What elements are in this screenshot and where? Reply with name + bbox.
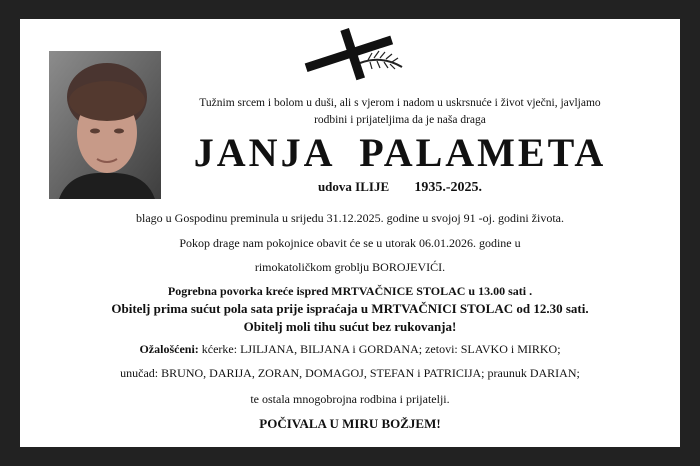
obituary-notice <box>20 19 680 447</box>
intro-line-2: rodbini i prijateljima da je naša draga <box>314 114 486 126</box>
grandchildren-text: unučad: BRUNO, DARIJA, ZORAN, DOMAGOJ, STEFAN i PATRICIJA; praunuk DARIAN; <box>120 366 580 380</box>
portrait-photo <box>49 51 161 199</box>
cross-with-palm-icon <box>290 27 410 81</box>
mourners-list: kćerke: LJILJANA, BILJANA i GORDANA; zetovi: SLAVKO i MIRKO; <box>198 342 561 356</box>
mourners-label: Ožalošćeni: <box>139 342 199 356</box>
condolences-text: Obitelj prima sućut pola sata prije ispraćaja u MRTVAČNICI STOLAC od 12.30 sati. <box>111 301 589 316</box>
rest-in-peace-text: POČIVALA U MIRU BOŽJEM! <box>259 416 441 431</box>
intro-text <box>170 95 630 129</box>
deceased-name: JANJA PALAMETA <box>193 130 607 175</box>
portrait-image <box>49 51 161 199</box>
funeral-text-1: Pokop drage nam pokojnice obavit će se u utorak 06.01.2026. godine u <box>179 236 521 250</box>
procession-text: Pogrebna povorka kreće ispred MRTVAČNICE STOLAC u 13.00 sati . <box>167 284 533 298</box>
intro-line-1: Tužnim srcem i bolom u duši, ali s vjerom i nadom u uskrsnuće i život vječni, javljamo <box>199 97 601 109</box>
mourners-text <box>20 342 680 357</box>
no-handshake-text: Obitelj moli tihu sućut bez rukovanja! <box>243 319 457 334</box>
funeral-text-2: rimokatoličkom groblju BOROJEVIĆI. <box>254 260 446 274</box>
life-years: 1935.-2025. <box>414 180 483 195</box>
others-text: te ostala mnogobrojna rodbina i prijatelji. <box>250 392 450 406</box>
passed-away-text: blago u Gospodinu preminula u srijedu 31.12.2025. godine u svojoj 91 -oj. godini života. <box>136 211 564 225</box>
widow-of: udova ILIJE <box>317 179 390 194</box>
widow-line <box>170 179 630 196</box>
